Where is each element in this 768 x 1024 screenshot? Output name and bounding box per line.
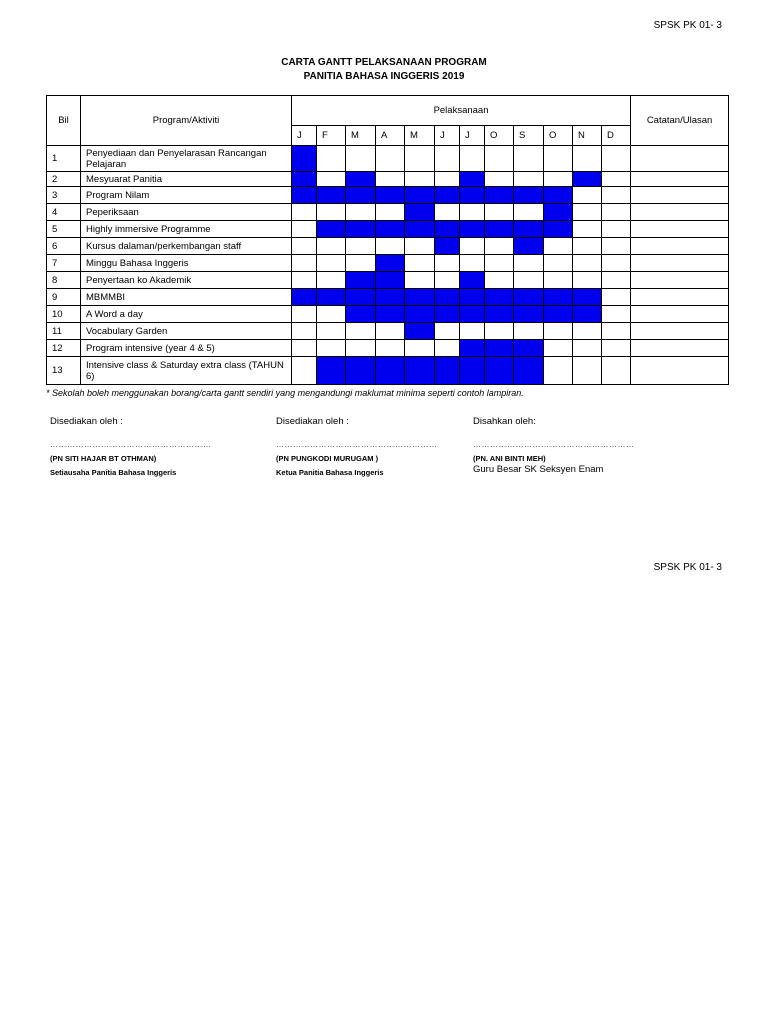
month-cell-active xyxy=(317,221,346,238)
month-cell xyxy=(405,146,435,172)
month-cell xyxy=(376,172,405,187)
month-cell xyxy=(317,323,346,340)
month-cell-active xyxy=(405,323,435,340)
row-catatan xyxy=(631,187,729,204)
month-cell xyxy=(573,221,602,238)
signature-label: Disahkan oleh: xyxy=(473,416,536,427)
month-cell xyxy=(346,204,376,221)
month-cell xyxy=(573,272,602,289)
table-row xyxy=(47,289,729,306)
header-month: J xyxy=(435,126,460,146)
row-catatan xyxy=(631,357,729,385)
month-cell xyxy=(376,204,405,221)
row-program: Mesyuarat Panitia xyxy=(81,172,292,187)
row-program: Vocabulary Garden xyxy=(81,323,292,340)
table-row xyxy=(47,204,729,221)
row-catatan xyxy=(631,172,729,187)
month-cell-active xyxy=(514,357,544,385)
month-cell xyxy=(435,323,460,340)
month-cell xyxy=(602,187,631,204)
month-cell-active xyxy=(346,289,376,306)
month-cell-active xyxy=(376,255,405,272)
month-cell-active xyxy=(376,272,405,289)
month-cell xyxy=(460,238,485,255)
document-code-bottom: SPSK PK 01- 3 xyxy=(653,562,722,573)
signature-line: ………………………………………………… xyxy=(276,440,438,449)
table-row xyxy=(47,306,729,323)
month-cell-active xyxy=(292,146,317,172)
month-cell-active xyxy=(317,187,346,204)
month-cell xyxy=(292,221,317,238)
row-program: Kursus dalaman/perkembangan staff xyxy=(81,238,292,255)
month-cell xyxy=(485,204,514,221)
row-catatan xyxy=(631,323,729,340)
row-bil: 13 xyxy=(47,357,81,385)
month-cell xyxy=(317,255,346,272)
month-cell xyxy=(514,172,544,187)
month-cell xyxy=(376,323,405,340)
row-bil: 8 xyxy=(47,272,81,289)
page-title: CARTA GANTT PELAKSANAAN PROGRAM xyxy=(281,57,487,68)
table-row xyxy=(47,340,729,357)
month-cell-active xyxy=(485,357,514,385)
header-catatan: Catatan/Ulasan xyxy=(631,96,729,146)
header-month: F xyxy=(317,126,346,146)
month-cell xyxy=(346,340,376,357)
header-month: M xyxy=(346,126,376,146)
row-catatan xyxy=(631,340,729,357)
header-month: O xyxy=(544,126,573,146)
signature-block-ketua xyxy=(276,416,438,477)
table-row xyxy=(47,221,729,238)
month-cell-active xyxy=(292,187,317,204)
row-catatan xyxy=(631,289,729,306)
month-cell xyxy=(602,357,631,385)
month-cell xyxy=(317,146,346,172)
header-bil: Bil xyxy=(47,96,81,146)
row-bil: 12 xyxy=(47,340,81,357)
month-cell xyxy=(292,238,317,255)
month-cell xyxy=(573,323,602,340)
month-cell-active xyxy=(460,289,485,306)
month-cell xyxy=(376,238,405,255)
row-bil: 6 xyxy=(47,238,81,255)
month-cell-active xyxy=(460,187,485,204)
header-month: A xyxy=(376,126,405,146)
month-cell xyxy=(514,255,544,272)
month-cell xyxy=(460,323,485,340)
month-cell xyxy=(346,238,376,255)
month-cell xyxy=(317,306,346,323)
month-cell-active xyxy=(435,289,460,306)
month-cell xyxy=(405,272,435,289)
table-row xyxy=(47,238,729,255)
month-cell xyxy=(602,221,631,238)
month-cell-active xyxy=(514,306,544,323)
title-block xyxy=(0,56,768,84)
month-cell xyxy=(544,238,573,255)
month-cell xyxy=(602,146,631,172)
month-cell-active xyxy=(376,289,405,306)
row-catatan xyxy=(631,306,729,323)
row-program: Intensive class & Saturday extra class (TAHUN 6) xyxy=(81,357,292,385)
month-cell-active xyxy=(435,238,460,255)
month-cell xyxy=(514,323,544,340)
signature-block-setiausaha xyxy=(50,416,212,477)
signature-line: ………………………………………………… xyxy=(50,440,212,449)
month-cell-active xyxy=(544,204,573,221)
month-cell xyxy=(602,340,631,357)
row-bil: 11 xyxy=(47,323,81,340)
month-cell-active xyxy=(460,357,485,385)
row-catatan xyxy=(631,238,729,255)
header-month: J xyxy=(460,126,485,146)
month-cell xyxy=(602,289,631,306)
month-cell xyxy=(602,204,631,221)
month-cell-active xyxy=(405,221,435,238)
month-cell xyxy=(317,238,346,255)
month-cell-active xyxy=(485,340,514,357)
row-program: Minggu Bahasa Inggeris xyxy=(81,255,292,272)
month-cell-active xyxy=(485,221,514,238)
row-bil: 9 xyxy=(47,289,81,306)
signature-position: Setiausaha Panitia Bahasa Inggeris xyxy=(50,468,177,477)
month-cell-active xyxy=(405,204,435,221)
month-cell xyxy=(573,357,602,385)
row-program: Program Nilam xyxy=(81,187,292,204)
month-cell xyxy=(573,146,602,172)
month-cell-active xyxy=(514,340,544,357)
month-cell xyxy=(435,172,460,187)
month-cell-active xyxy=(460,272,485,289)
month-cell-active xyxy=(376,306,405,323)
month-cell-active xyxy=(460,221,485,238)
month-cell-active xyxy=(435,357,460,385)
month-cell xyxy=(460,255,485,272)
month-cell-active xyxy=(485,289,514,306)
month-cell-active xyxy=(514,238,544,255)
row-program: Penyertaan ko Akademik xyxy=(81,272,292,289)
month-cell xyxy=(485,323,514,340)
signature-name: (PN PUNGKODI MURUGAM ) xyxy=(276,454,379,463)
gantt-chart-table xyxy=(46,95,729,385)
table-row xyxy=(47,357,729,385)
month-cell xyxy=(292,255,317,272)
month-cell-active xyxy=(435,187,460,204)
row-catatan xyxy=(631,255,729,272)
month-cell-active xyxy=(346,221,376,238)
month-cell xyxy=(317,340,346,357)
month-cell-active xyxy=(405,187,435,204)
table-row xyxy=(47,323,729,340)
signature-line: ………………………………………………… xyxy=(473,440,635,449)
month-cell-active xyxy=(544,289,573,306)
row-bil: 1 xyxy=(47,146,81,172)
month-cell-active xyxy=(405,306,435,323)
month-cell xyxy=(485,172,514,187)
month-cell xyxy=(317,172,346,187)
month-cell xyxy=(485,146,514,172)
row-catatan xyxy=(631,146,729,172)
month-cell-active xyxy=(573,172,602,187)
month-cell xyxy=(435,272,460,289)
month-cell-active xyxy=(317,357,346,385)
table-row xyxy=(47,272,729,289)
signature-position: Guru Besar SK Seksyen Enam xyxy=(473,464,604,475)
month-cell xyxy=(544,172,573,187)
row-bil: 5 xyxy=(47,221,81,238)
month-cell xyxy=(602,306,631,323)
month-cell-active xyxy=(435,221,460,238)
month-cell xyxy=(514,146,544,172)
month-cell xyxy=(573,204,602,221)
month-cell xyxy=(514,272,544,289)
month-cell-active xyxy=(544,187,573,204)
header-month: S xyxy=(514,126,544,146)
month-cell xyxy=(435,204,460,221)
header-month: J xyxy=(292,126,317,146)
month-cell xyxy=(602,238,631,255)
month-cell xyxy=(573,238,602,255)
header-pelaksanaan: Pelaksanaan xyxy=(292,96,631,126)
row-program: MBMMBI xyxy=(81,289,292,306)
table-row xyxy=(47,146,729,172)
month-cell-active xyxy=(514,221,544,238)
header-month: M xyxy=(405,126,435,146)
month-cell xyxy=(405,340,435,357)
month-cell xyxy=(544,323,573,340)
row-program: A Word a day xyxy=(81,306,292,323)
month-cell xyxy=(405,255,435,272)
month-cell-active xyxy=(544,306,573,323)
row-program: Penyediaan dan Penyelarasan Rancangan Pelajaran xyxy=(81,146,292,172)
month-cell xyxy=(544,146,573,172)
month-cell xyxy=(544,272,573,289)
month-cell xyxy=(292,204,317,221)
month-cell-active xyxy=(317,289,346,306)
month-cell xyxy=(602,272,631,289)
month-cell-active xyxy=(376,187,405,204)
header-month: N xyxy=(573,126,602,146)
header-month: O xyxy=(485,126,514,146)
month-cell-active xyxy=(435,306,460,323)
document-code-top: SPSK PK 01- 3 xyxy=(653,20,722,31)
month-cell-active xyxy=(376,221,405,238)
signature-position: Ketua Panitia Bahasa Inggeris xyxy=(276,468,384,477)
month-cell xyxy=(544,255,573,272)
signature-block-guru-besar xyxy=(473,416,635,475)
month-cell-active xyxy=(460,340,485,357)
month-cell xyxy=(573,255,602,272)
month-cell-active xyxy=(346,187,376,204)
footnote: * Sekolah boleh menggunakan borang/carta gantt sendiri yang mengandungi maklumat minima seperti contoh lampiran. xyxy=(46,388,524,398)
month-cell xyxy=(435,146,460,172)
month-cell xyxy=(602,255,631,272)
month-cell-active xyxy=(346,306,376,323)
month-cell-active xyxy=(292,289,317,306)
month-cell xyxy=(485,272,514,289)
month-cell-active xyxy=(573,289,602,306)
month-cell xyxy=(317,272,346,289)
month-cell xyxy=(376,146,405,172)
row-catatan xyxy=(631,221,729,238)
month-cell xyxy=(317,204,346,221)
month-cell-active xyxy=(485,306,514,323)
row-bil: 2 xyxy=(47,172,81,187)
month-cell-active xyxy=(405,289,435,306)
month-cell xyxy=(292,357,317,385)
month-cell xyxy=(514,204,544,221)
month-cell-active xyxy=(346,357,376,385)
month-cell xyxy=(544,340,573,357)
month-cell xyxy=(405,172,435,187)
month-cell xyxy=(573,187,602,204)
table-row xyxy=(47,187,729,204)
month-cell-active xyxy=(376,357,405,385)
signature-name: (PN SITI HAJAR BT OTHMAN) xyxy=(50,454,157,463)
month-cell xyxy=(405,238,435,255)
month-cell-active xyxy=(346,272,376,289)
table-row xyxy=(47,172,729,187)
row-bil: 4 xyxy=(47,204,81,221)
month-cell xyxy=(485,238,514,255)
month-cell-active xyxy=(514,289,544,306)
month-cell-active xyxy=(460,306,485,323)
row-bil: 3 xyxy=(47,187,81,204)
row-program: Peperiksaan xyxy=(81,204,292,221)
month-cell-active xyxy=(544,221,573,238)
month-cell xyxy=(573,340,602,357)
month-cell xyxy=(292,272,317,289)
month-cell xyxy=(292,306,317,323)
month-cell-active xyxy=(485,187,514,204)
month-cell xyxy=(292,340,317,357)
month-cell-active xyxy=(405,357,435,385)
header-program: Program/Aktiviti xyxy=(81,96,292,146)
month-cell xyxy=(346,323,376,340)
header-month: D xyxy=(602,126,631,146)
month-cell xyxy=(602,172,631,187)
table-row xyxy=(47,255,729,272)
month-cell xyxy=(435,340,460,357)
month-cell-active xyxy=(514,187,544,204)
row-bil: 7 xyxy=(47,255,81,272)
month-cell xyxy=(376,340,405,357)
month-cell xyxy=(292,323,317,340)
month-cell xyxy=(435,255,460,272)
row-program: Program intensive (year 4 & 5) xyxy=(81,340,292,357)
row-bil: 10 xyxy=(47,306,81,323)
month-cell xyxy=(346,146,376,172)
month-cell xyxy=(485,255,514,272)
month-cell xyxy=(544,357,573,385)
month-cell xyxy=(460,146,485,172)
month-cell-active xyxy=(573,306,602,323)
signature-label: Disediakan oleh : xyxy=(50,416,123,427)
page-subtitle: PANITIA BAHASA INGGERIS 2019 xyxy=(303,71,465,82)
signature-label: Disediakan oleh : xyxy=(276,416,349,427)
month-cell xyxy=(460,204,485,221)
row-catatan xyxy=(631,204,729,221)
month-cell xyxy=(602,323,631,340)
month-cell-active xyxy=(346,172,376,187)
row-catatan xyxy=(631,272,729,289)
month-cell-active xyxy=(292,172,317,187)
month-cell-active xyxy=(460,172,485,187)
signature-name: (PN. ANI BINTI MEH) xyxy=(473,454,546,463)
row-program: Highly immersive Programme xyxy=(81,221,292,238)
month-cell xyxy=(346,255,376,272)
